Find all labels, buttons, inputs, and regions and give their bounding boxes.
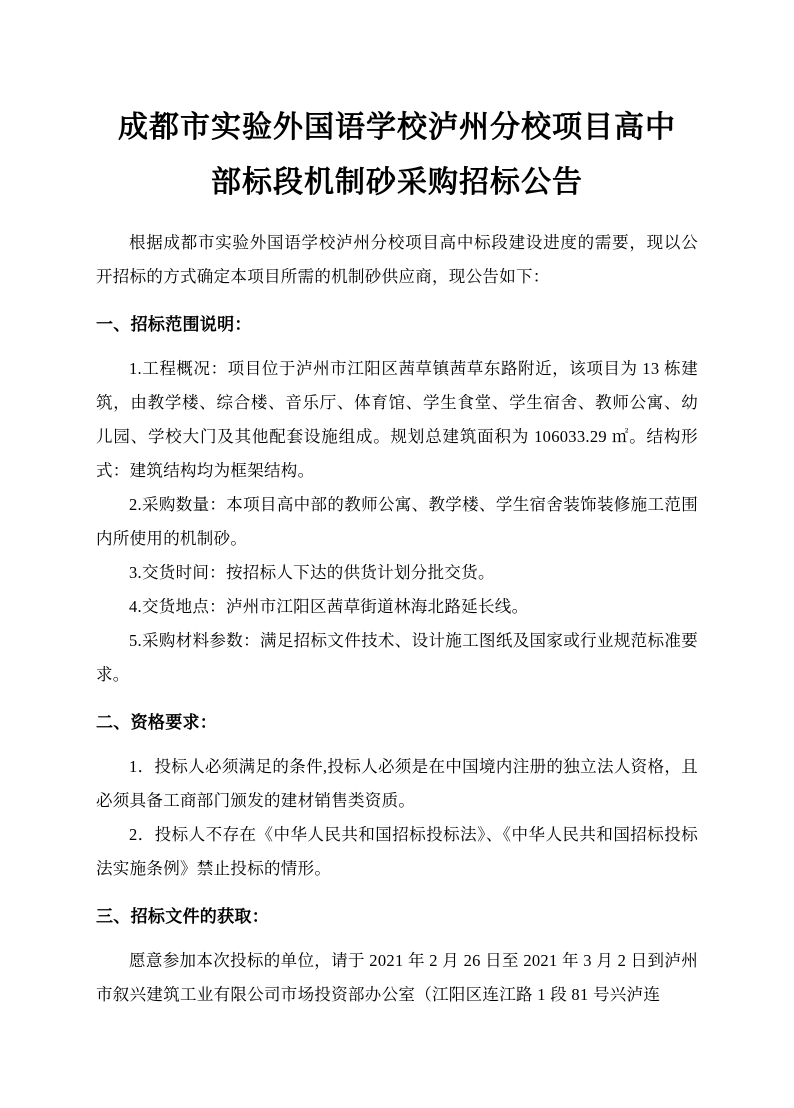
section1-item-5: 5.采购材料参数：满足招标文件技术、设计施工图纸及国家或行业规范标准要求。 — [96, 631, 698, 684]
section2-item-1: 1．投标人必须满足的条件,投标人必须是在中国境内注册的独立法人资格，且必须具备工商部门颁发的建材销售类资质。 — [96, 757, 698, 810]
document-title — [96, 100, 698, 210]
title-line-1: 成都市实验外国语学校泸州分校项目高中 — [118, 111, 676, 144]
section1-item-2: 2.采购数量：本项目高中部的教师公寓、教学楼、学生宿舍装饰装修施工范围内所使用的机制砂。 — [96, 495, 698, 548]
section3-paragraph: 愿意参加本次投标的单位，请于 2021 年 2 月 26 日至 2021 年 3 月 2 日到泸州市叙兴建筑工业有限公司市场投资部办公室（江阳区连江路 1 段 81 号兴泸连 — [96, 951, 698, 1004]
intro-paragraph: 根据成都市实验外国语学校泸州分校项目高中标段建设进度的需要，现以公开招标的方式确定本项目所需的机制砂供应商，现公告如下： — [96, 233, 698, 286]
title-line-2: 部标段机制砂采购招标公告 — [211, 166, 583, 199]
section1-item-1: 1.工程概况：项目位于泸州市江阳区茜草镇茜草东路附近，该项目为 13 栋建筑，由教学楼、综合楼、音乐厅、体育馆、学生食堂、学生宿舍、教师公寓、幼儿园、学校大门及其他配套设施组成。规划总建筑面积为 106033.29 ㎡。结构形式：建筑结构均为框架结构。 — [96, 359, 698, 480]
section2-heading: 二、资格要求： — [96, 713, 218, 732]
section1-item-3: 3.交货时间：按招标人下达的供货计划分批交货。 — [129, 563, 495, 582]
section1-item-4: 4.交货地点：泸州市江阳区茜草街道林海北路延长线。 — [129, 597, 529, 616]
section2-item-2: 2．投标人不存在《中华人民共和国招标投标法》、《中华人民共和国招标投标法实施条例》禁止投标的情形。 — [96, 825, 698, 878]
section1-heading: 一、招标范围说明： — [96, 315, 252, 334]
section3-heading: 三、招标文件的获取： — [96, 907, 269, 926]
